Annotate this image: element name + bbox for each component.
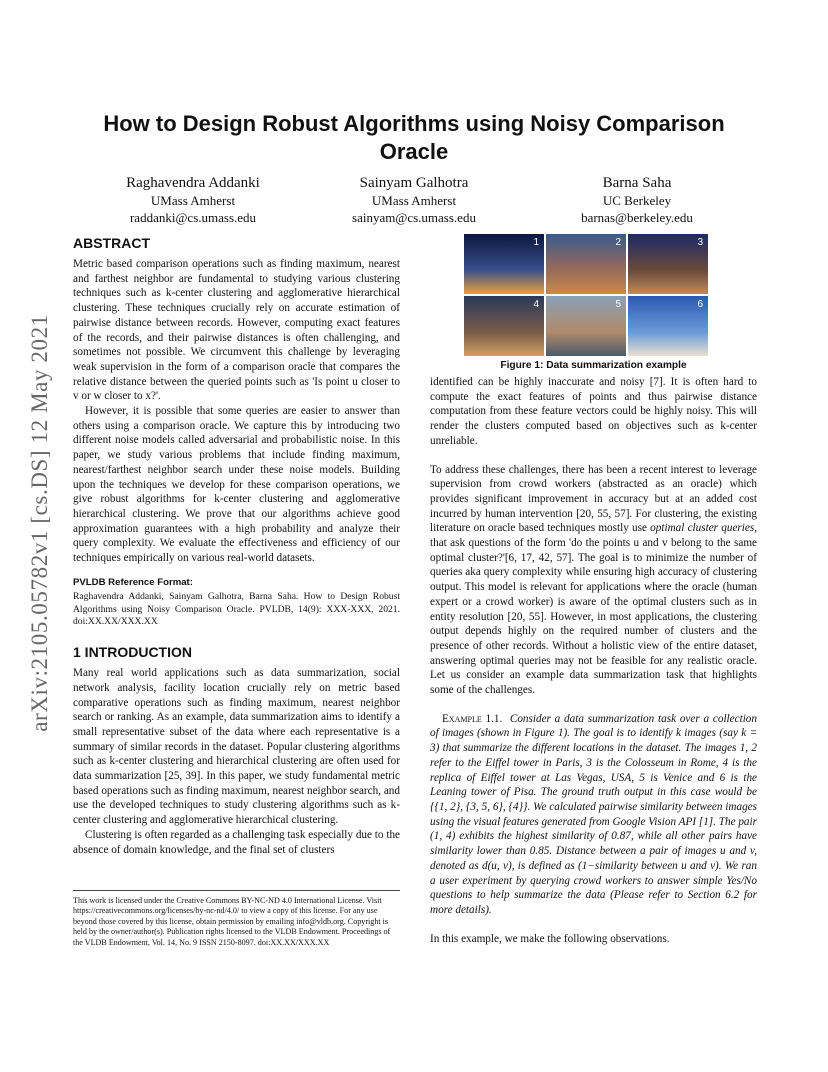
author-name: Sainyam Galhotra (359, 175, 469, 191)
leaning-tower-pisa-photo (628, 296, 708, 356)
abstract-paragraph-1: Metric based comparison operations such as finding maximum, nearest and farthest neighbor are fundamental to studying various clustering techniques such as k-center clustering and agglomerative hierarchical clustering. These techniques crucially rely on accurate estimation of pairwise distance between records. However, computing exact features of the records, and their pairwise distances is often challenging, and sometimes not possible. We circumvent this challenge by leveraging weak supervision in the form of a comparison oracle that compares the relative distance between the queried points such as 'Is point u closer to v or w closer to x?'. (73, 258, 400, 403)
paragraph-text: To address these challenges, there has been a recent interest to leverage supervision from crowd workers (abstracted as an oracle) which provides significant improvement in accuracy but at an added cost incurred by human intervention [20, 55, 57]. For clustering, the existing literature on oracle based techniques mostly use (430, 463, 757, 535)
figure-tile (546, 234, 626, 294)
figure-tile (628, 296, 708, 356)
right-column (430, 234, 757, 946)
tile-number: 4 (533, 299, 539, 310)
figure-tile (464, 296, 544, 356)
example-text: Consider a data summarization task over a collection of images (shown in Figure 1). The goal is to identify k images (say k = 3) that summarize the different locations in the dataset. The images 1, 2 refer to the Eiffel tower in Paris, 3 is the Colosseum in Rome, 4 is the replica of Eiffel tower at Las Vegas, USA, 5 is Venice and 6 is the Leaning tower of Pisa. The ground truth output in this case would be {{1, 2}, {3, 5, 6}, {4}}. We calculated pairwise similarity between images using the visual features generated from Google Vision API [1]. The pair (1, 4) exhibits the highest similarity of 0.87, while all other pairs have similarity lower than 0.85. Distance between a pair of images u and v, denoted as d(u, v), is defined as (1−similarity between u and v). We ran a user experiment by querying crowd workers to answer simple Yes/No questions to help summarize the data (Please refer to Section 6.2 for more details). (430, 712, 757, 916)
introduction-heading: 1 INTRODUCTION (73, 644, 192, 661)
las-vegas-eiffel-photo (464, 296, 544, 356)
right-paragraph-1: identified can be highly inaccurate and noisy [7]. It is often hard to compute the exact features of points and thus pairwise distance computation from these feature vectors could be highly noisy. This will render the clusters computed based on objectives such as k-center unreliable. (430, 376, 757, 447)
intro-paragraph-1: Many real world applications such as data summarization, social network analysis, facility location crucially rely on metric based comparative operations such as finding maximum, nearest neighbor search or ranking. As an example, data summarization aims to identify a small representative subset of the data where each representative is a summary of similar records in the dataset. Popular clustering algorithms such as k-center clustering and hierarchical clustering are often used for data summarization [25, 39]. In this paper, we study fundamental metric based operations such as finding maximum, nearest neighbor search, and use the developed techniques to study clustering algorithms such as k-center clustering and agglomerative hierarchical clustering. (73, 667, 400, 827)
tile-number: 2 (615, 237, 621, 248)
example-1-1 (430, 712, 757, 918)
paris-eiffel-sunset-photo (546, 234, 626, 294)
left-column (73, 234, 400, 857)
abstract-heading: ABSTRACT (73, 235, 150, 251)
emphasis-term: optimal cluster queries (650, 522, 755, 535)
paragraph-text: , that ask questions of the form 'do the points u and v belong to the same optimal cluster?'[6, 17, 42, 57]. The goal is to minimize the number of queries aka query complexity while ensuring high accuracy of clustering output. This model is relevant for applications where the oracle (human expert or a crowd worker) is aware of the optimal clusters such as in entity resolution [20, 55]. However, in most applications, the clustering output depends highly on the required number of clusters and the presence of other records. Without a holistic view of the entire dataset, answering optimal queries may not be feasible for any realistic oracle. Let us consider an example data summarization task that highlights some of the challenges. (430, 522, 757, 697)
author-name: Raghavendra Addanki (126, 175, 260, 191)
figure-tile (628, 234, 708, 294)
eiffel-tower-night-photo (464, 234, 544, 294)
tile-number: 6 (697, 299, 703, 310)
tile-number: 1 (533, 237, 539, 248)
author-name: Barna Saha (602, 175, 672, 191)
abstract-paragraph-2: However, it is possible that some queries are easier to answer than others using a comparison oracle. We capture this by introducing two different noise models called adversarial and probabilistic noise. In this paper, we study various problems that include finding maximum, nearest/farthest neighbor search under these noise models. Building upon the techniques we develop for these comparison operations, we give robust algorithms for k-center clustering and agglomerative hierarchical clustering. We prove that our algorithms achieve good approximation guarantees with a high probability and analyze their query complexity. We evaluate the effectiveness and efficiency of our techniques empirically on various real-world datasets. (73, 405, 400, 565)
author-block-1 (78, 174, 308, 226)
colosseum-rome-photo (628, 234, 708, 294)
venice-canal-photo (546, 296, 626, 356)
tile-number: 5 (615, 299, 621, 310)
author-affiliation: UC Berkeley (602, 193, 672, 208)
right-paragraph-2 (430, 463, 757, 698)
tile-number: 3 (697, 237, 703, 248)
author-block-3 (522, 174, 752, 226)
author-affiliation: UMass Amherst (150, 193, 236, 208)
paper-title: How to Design Robust Algorithms using Noisy Comparison Oracle (103, 111, 725, 164)
arxiv-sidebar-identifier (22, 283, 58, 763)
figure-tile (464, 234, 544, 294)
example-label: Example 1.1. (442, 712, 503, 725)
figure-tile (546, 296, 626, 356)
pvldb-heading: PVLDB Reference Format: (73, 576, 193, 588)
intro-paragraph-2: Clustering is often regarded as a challenging task especially due to the absence of domain knowledge, and the final set of clusters (73, 828, 400, 856)
license-footnote (73, 890, 400, 948)
figure-1-image-grid (464, 234, 708, 356)
author-email: barnas@berkeley.edu (581, 209, 693, 225)
footnote-text: This work is licensed under the Creative Commons BY-NC-ND 4.0 International License. Visit https://creativecommons.org/licenses/by-nc-nd/4.0/ to view a copy of this license. For any use beyond those covered by this license, obtain permission by emailing info@vldb.org. Copyright is held by the owner/author(s). Publication rights licensed to the VLDB Endowment. Proceedings of the VLDB Endowment, Vol. 14, No. 9 ISSN 2150-8097. doi:XX.XX/XXX.XX (73, 896, 391, 947)
arxiv-id-text: arXiv:2105.05782v1 [cs.DS] 12 May 2021 (27, 314, 52, 732)
figure-1-caption: Figure 1: Data summarization example (500, 360, 687, 371)
author-email: raddanki@cs.umass.edu (129, 209, 257, 225)
author-block-2 (299, 174, 529, 226)
pvldb-reference: Raghavendra Addanki, Sainyam Galhotra, Barna Saha. How to Design Robust Algorithms using Noisy Comparison Oracle. PVLDB, 14(9): XXX-XXX, 2021. doi:XX.XX/XXX.XX (73, 590, 400, 628)
author-email: sainyam@cs.umass.edu (352, 209, 476, 225)
right-paragraph-3: In this example, we make the following observations. (430, 932, 670, 945)
author-affiliation: UMass Amherst (371, 193, 457, 208)
